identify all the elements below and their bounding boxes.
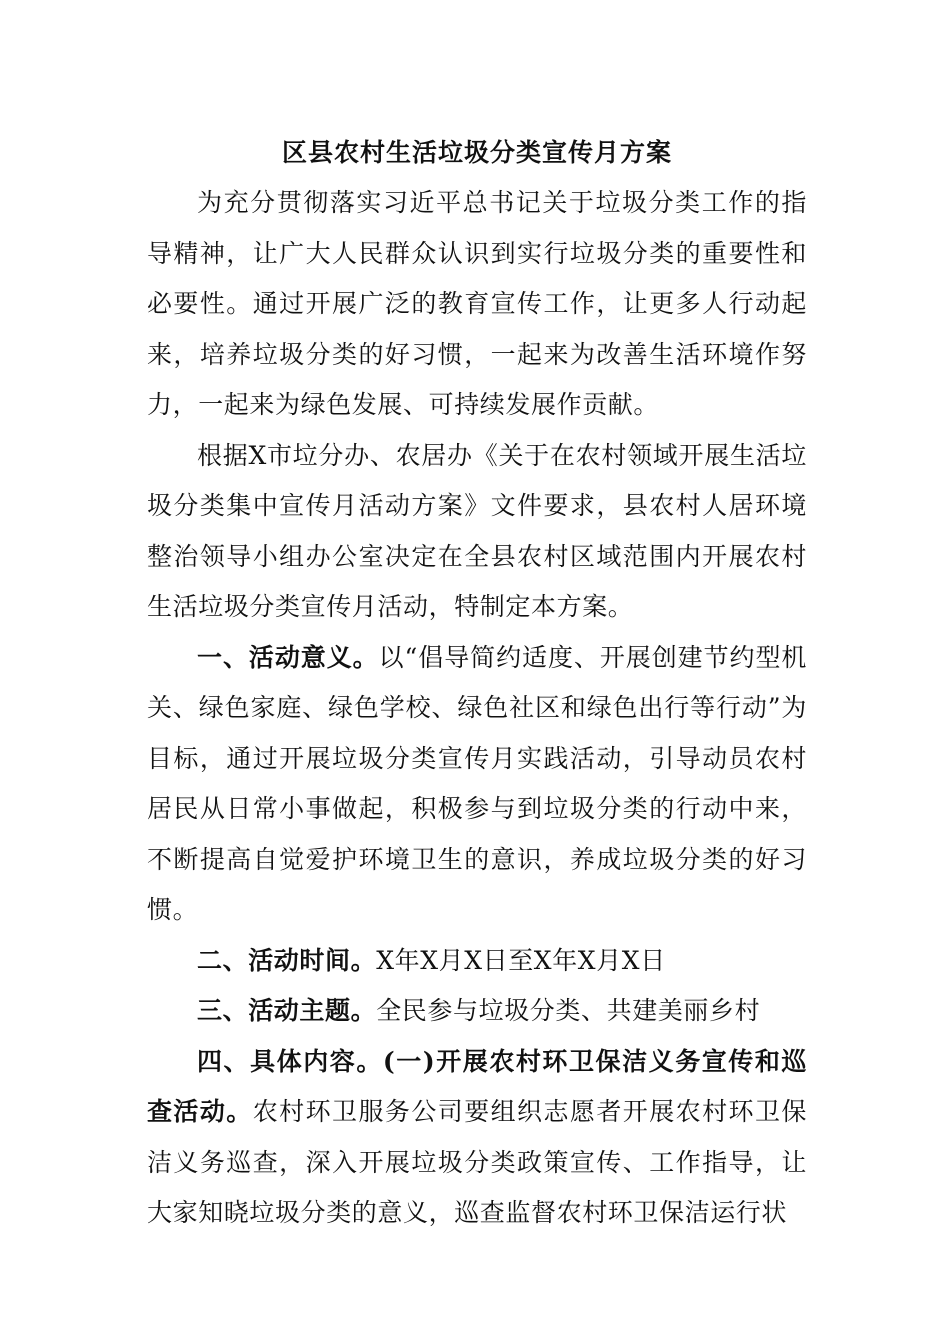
intro-paragraph-2: 根据X市垃分办、农居办《关于在农村领域开展生活垃圾分类集中宣传月活动方案》文件要求，县农村人居环境整治领导小组办公室决定在全县农村区域范围内开展农村生活垃圾分类宣传月活动，特制定本方案。 xyxy=(147,440,807,621)
section-4-heading: 四、具体内容。 xyxy=(197,1046,383,1076)
section-3-paragraph xyxy=(147,986,807,1037)
section-4-paragraph xyxy=(147,1037,807,1239)
section-3-body: 全民参与垃圾分类、共建美丽乡村 xyxy=(376,996,761,1025)
intro-paragraph-1: 为充分贯彻落实习近平总书记关于垃圾分类工作的指导精神，让广大人民群众认识到实行垃圾分类的重要性和必要性。通过开展广泛的教育宣传工作，让更多人行动起来，培养垃圾分类的好习惯，一起来为改善生活环境作努力，一起来为绿色发展、可持续发展作贡献。 xyxy=(147,188,807,419)
section-4-subheading: (一)开展农村环卫保洁义务宣传和巡查活动。 xyxy=(147,1046,808,1126)
section-1-paragraph xyxy=(147,633,807,936)
document-title: 区县农村生活垃圾分类宣传月方案 xyxy=(281,138,672,167)
section-3-heading: 三、活动主题。 xyxy=(197,996,377,1025)
section-2-paragraph xyxy=(147,936,807,987)
section-1-heading: 一、活动意义。 xyxy=(197,642,379,672)
section-4-body: 农村环卫服务公司要组织志愿者开展农村环卫保洁义务巡查，深入开展垃圾分类政策宣传、工作指导，让大家知晓垃圾分类的意义，巡查监督农村环卫保洁运行状 xyxy=(147,1097,807,1227)
section-2-heading: 二、活动时间。 xyxy=(197,945,377,975)
document-page xyxy=(147,128,807,1239)
section-2-body: X年X月X日至X年X月X日 xyxy=(376,945,666,975)
section-1-body: 以“倡导简约适度、开展创建节约型机关、绿色家庭、绿色学校、绿色社区和绿色出行等行动”为目标，通过开展垃圾分类宣传月实践活动，引导动员农村居民从日常小事做起，积极参与到垃圾分类的行动中来，不断提高自觉爱护环境卫生的意识，养成垃圾分类的好习惯。 xyxy=(147,642,808,924)
